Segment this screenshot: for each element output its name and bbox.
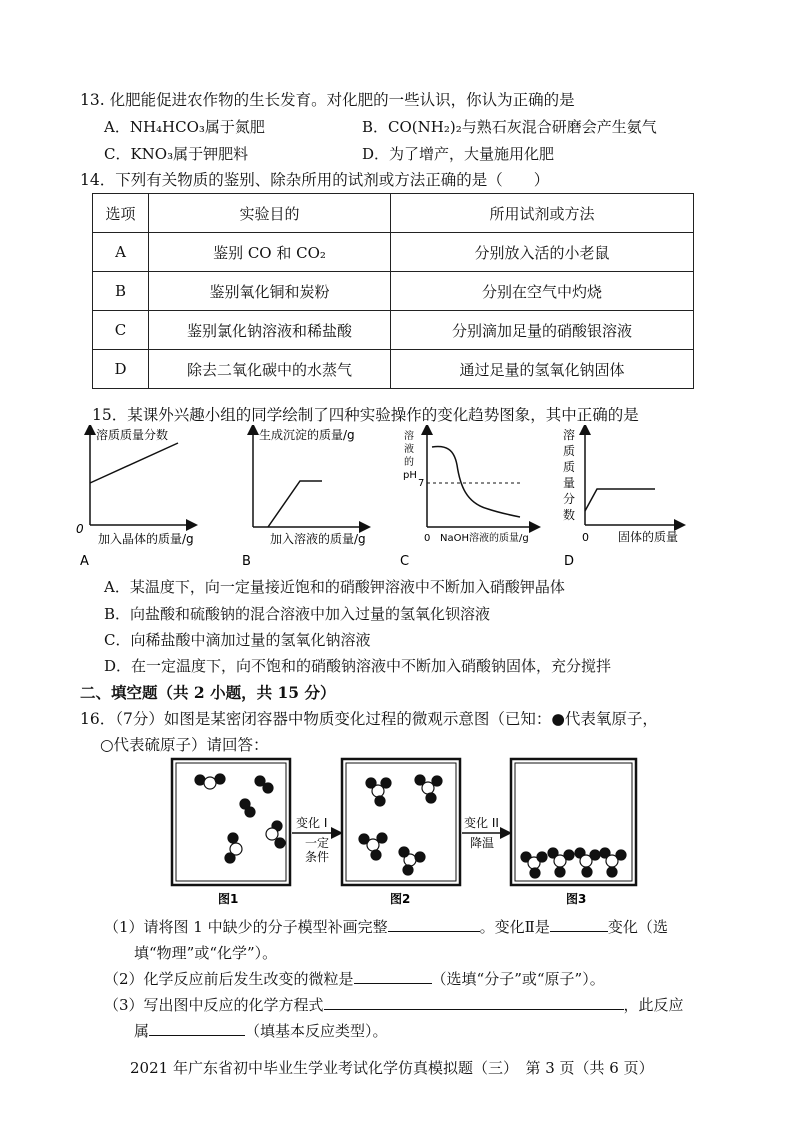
q13-option-a: A．NH₄HCO₃属于氮肥 bbox=[104, 118, 265, 136]
graph-c-letter: C bbox=[400, 554, 410, 569]
q16-part-3-text: ，此反应 bbox=[623, 996, 684, 1014]
change-1-condition: 条件 bbox=[305, 850, 330, 864]
answer-blank[interactable] bbox=[149, 1021, 245, 1036]
q16-part-3 bbox=[104, 994, 684, 1015]
table-cell: 鉴别氧化铜和炭粉 bbox=[149, 272, 391, 311]
graph-d-curve bbox=[585, 489, 655, 511]
q13-stem: 13. 化肥能促进农作物的生长发育。对化肥的一些认识，你认为正确的是 bbox=[80, 91, 575, 109]
q16-part-1 bbox=[104, 916, 668, 937]
oxygen-atom bbox=[255, 776, 265, 786]
oxygen-atom bbox=[381, 778, 391, 788]
table-cell: 鉴别 CO 和 CO₂ bbox=[149, 233, 391, 272]
table-row bbox=[93, 233, 694, 272]
oxygen-atom bbox=[537, 852, 547, 862]
table-row bbox=[93, 272, 694, 311]
graph-a-origin: 0 bbox=[76, 522, 84, 536]
change-2-condition: 降温 bbox=[470, 836, 495, 850]
figure-2-caption: 图2 bbox=[390, 892, 411, 906]
table-header-cell: 实验目的 bbox=[149, 194, 391, 233]
table-cell: D bbox=[93, 350, 149, 389]
graph-d-ylabel: 质 bbox=[563, 460, 576, 474]
graph-a bbox=[76, 427, 194, 569]
graph-b-xlabel: 加入溶液的质量/g bbox=[270, 532, 366, 546]
answer-blank[interactable] bbox=[324, 995, 624, 1010]
q14-stem: 14．下列有关物质的鉴别、除杂所用的试剂或方法正确的是（ ） bbox=[80, 171, 550, 189]
page-footer: 2021 年广东省初中毕业生学业考试化学仿真模拟题（三） 第 3 页（共 6 页） bbox=[130, 1059, 654, 1077]
oxygen-atom bbox=[371, 850, 381, 860]
q15-stem: 15．某课外兴趣小组的同学绘制了四种实验操作的变化趋势图象，其中正确的是 bbox=[92, 406, 639, 424]
graph-d-ylabel: 溶 bbox=[563, 428, 576, 442]
q16-part-3-text: 属 bbox=[134, 1022, 150, 1040]
q16-stem-line2: ○代表硫原子）请回答： bbox=[100, 736, 269, 754]
change-1-label: 变化 I bbox=[296, 816, 328, 830]
graph-a-xlabel: 加入晶体的质量/g bbox=[98, 532, 194, 546]
graph-b bbox=[242, 427, 366, 569]
oxygen-atom bbox=[616, 850, 626, 860]
oxygen-atom bbox=[366, 778, 376, 788]
graph-d-ylabel: 量 bbox=[563, 476, 576, 490]
table-row bbox=[93, 311, 694, 350]
table-header-row bbox=[93, 194, 694, 233]
change-2-label: 变化 II bbox=[464, 816, 499, 830]
graph-c-curve bbox=[432, 447, 520, 517]
oxygen-atom bbox=[399, 847, 409, 857]
q16-part-1-text: 。变化Ⅱ是 bbox=[479, 918, 550, 936]
table-cell: 通过足量的氢氧化钠固体 bbox=[391, 350, 694, 389]
q16-stem-line1: 16．（7分）如图是某密闭容器中物质变化过程的微观示意图（已知：●代表氧原子， bbox=[80, 710, 658, 728]
graph-d-letter: D bbox=[564, 554, 575, 569]
oxygen-atom bbox=[607, 867, 617, 877]
sulfur-atom bbox=[204, 777, 216, 789]
graph-c-ylabel: 的 bbox=[404, 457, 414, 468]
table-cell: 分别在空气中灼烧 bbox=[391, 272, 694, 311]
oxygen-atom bbox=[275, 838, 285, 848]
table-cell: 分别滴加足量的硝酸银溶液 bbox=[391, 311, 694, 350]
graph-d bbox=[563, 427, 680, 569]
section-heading: 二、填空题（共 2 小题，共 15 分） bbox=[80, 683, 336, 702]
q13-option-c: C．KNO₃属于钾肥料 bbox=[104, 145, 249, 163]
oxygen-atom bbox=[415, 775, 425, 785]
q16-part-3-cont bbox=[134, 1020, 388, 1041]
table-header-cell: 所用试剂或方法 bbox=[391, 194, 694, 233]
change-1-condition: 一定 bbox=[305, 836, 330, 850]
answer-blank[interactable] bbox=[354, 969, 432, 984]
q16-part-2-text: （2）化学反应前后发生改变的微粒是 bbox=[104, 970, 354, 988]
sulfur-atom bbox=[266, 828, 278, 840]
oxygen-atom bbox=[228, 833, 238, 843]
graph-d-ylabel: 分 bbox=[563, 492, 576, 506]
oxygen-atom bbox=[375, 796, 385, 806]
oxygen-atom bbox=[415, 852, 425, 862]
oxygen-atom bbox=[359, 834, 369, 844]
figure-1-molecules bbox=[195, 774, 285, 863]
q16-part-1-cont: 填“物理”或“化学”）。 bbox=[134, 944, 278, 962]
oxygen-atom bbox=[590, 850, 600, 860]
q16-part-2-text: （选填“分子”或“原子”）。 bbox=[431, 970, 605, 988]
table-cell: 除去二氧化碳中的水蒸气 bbox=[149, 350, 391, 389]
table-cell: B bbox=[93, 272, 149, 311]
answer-blank[interactable] bbox=[550, 917, 608, 932]
q16-part-1-text: 变化（选 bbox=[607, 918, 668, 936]
q14-table bbox=[92, 193, 694, 389]
q13-option-d: D．为了增产，大量施用化肥 bbox=[362, 145, 555, 163]
oxygen-atom bbox=[432, 776, 442, 786]
graph-a-curve bbox=[90, 443, 178, 483]
figure-2-molecules bbox=[359, 775, 442, 875]
q15-option-a: A．某温度下，向一定量接近饱和的硝酸钾溶液中不断加入硝酸钾晶体 bbox=[104, 578, 565, 596]
table-cell: A bbox=[93, 233, 149, 272]
table-header-cell: 选项 bbox=[93, 194, 149, 233]
oxygen-atom bbox=[530, 868, 540, 878]
oxygen-atom bbox=[403, 865, 413, 875]
q15-option-c: C．向稀盐酸中滴加过量的氢氧化钠溶液 bbox=[104, 631, 371, 649]
q15-graphs bbox=[70, 425, 730, 570]
figure-3-caption: 图3 bbox=[566, 892, 587, 906]
graph-b-curve bbox=[268, 481, 322, 527]
oxygen-atom bbox=[215, 774, 225, 784]
graph-c-tick-7: 7 bbox=[418, 478, 425, 489]
q16-part-3-text: （填基本反应类型）。 bbox=[245, 1022, 388, 1040]
figure-2-box bbox=[342, 759, 460, 885]
oxygen-atom bbox=[377, 833, 387, 843]
graph-d-origin: 0 bbox=[582, 531, 589, 544]
graph-c-ylabel: pH bbox=[403, 470, 417, 481]
graph-a-ylabel: 溶质质量分数 bbox=[96, 428, 169, 442]
oxygen-atom bbox=[555, 867, 565, 877]
q15-option-b: B．向盐酸和硫酸钠的混合溶液中加入过量的氢氧化钡溶液 bbox=[104, 605, 491, 623]
q16-part-2 bbox=[104, 968, 605, 989]
graph-d-ylabel: 质 bbox=[563, 444, 576, 458]
graph-c-origin: 0 bbox=[424, 533, 431, 544]
graph-d-ylabel: 数 bbox=[563, 508, 576, 522]
table-row bbox=[93, 350, 694, 389]
graph-d-xlabel: 固体的质量 bbox=[618, 530, 679, 544]
table-cell: 鉴别氯化钠溶液和稀盐酸 bbox=[149, 311, 391, 350]
graph-c-ylabel: 溶 bbox=[404, 431, 414, 442]
graph-a-letter: A bbox=[80, 554, 89, 569]
graph-c bbox=[400, 429, 535, 569]
q13-option-b: B．CO(NH₂)₂与熟石灰混合研磨会产生氨气 bbox=[362, 118, 657, 136]
oxygen-atom bbox=[426, 793, 436, 803]
answer-blank[interactable] bbox=[388, 917, 480, 932]
oxygen-atom bbox=[245, 807, 255, 817]
graph-c-xlabel: NaOH溶液的质量/g bbox=[440, 533, 529, 544]
oxygen-atom bbox=[225, 853, 235, 863]
figure-1-caption: 图1 bbox=[218, 892, 239, 906]
oxygen-atom bbox=[564, 850, 574, 860]
oxygen-atom bbox=[263, 783, 273, 793]
graph-c-ylabel: 液 bbox=[404, 444, 414, 455]
q16-part-3-text: （3）写出图中反应的化学方程式 bbox=[104, 996, 324, 1014]
table-cell: 分别放入活的小老鼠 bbox=[391, 233, 694, 272]
oxygen-atom bbox=[582, 867, 592, 877]
q16-diagram bbox=[168, 755, 668, 910]
table-cell: C bbox=[93, 311, 149, 350]
q16-part-1-text: （1）请将图 1 中缺少的分子模型补画完整 bbox=[104, 918, 388, 936]
graph-b-ylabel: 生成沉淀的质量/g bbox=[259, 428, 355, 442]
graph-b-letter: B bbox=[242, 554, 251, 569]
figure-1-box bbox=[172, 759, 290, 885]
figure-3-molecules bbox=[521, 848, 626, 878]
q15-option-d: D．在一定温度下，向不饱和的硝酸钠溶液中不断加入硝酸钠固体，充分搅拌 bbox=[104, 657, 612, 675]
